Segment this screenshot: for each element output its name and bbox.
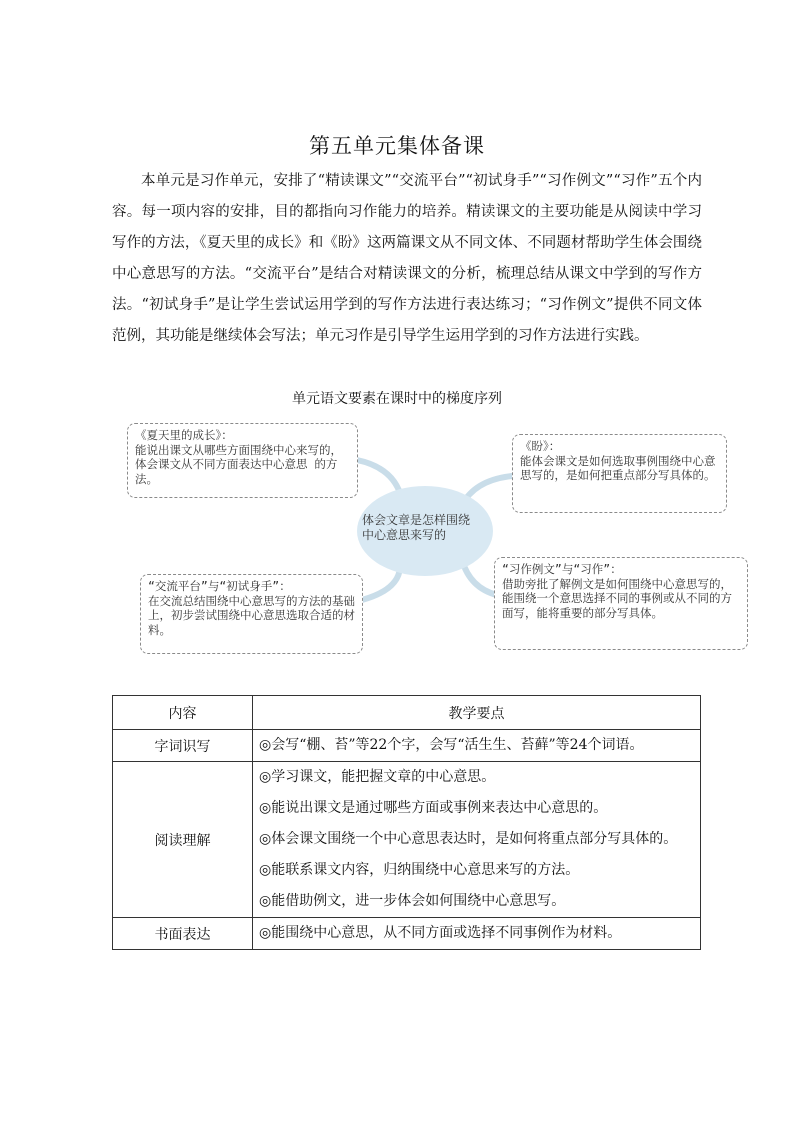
row-category: 书面表达 (113, 918, 253, 950)
node-text: 在交流总结围绕中心意思写的方法的基础上，初步尝试围绕中心意思选取合适的材料。 (148, 593, 355, 637)
page-title: 第五单元集体备课 (309, 134, 485, 158)
point-item: ◎能说出课文是通过哪些方面或事例来表达中心意思的。 (259, 800, 608, 816)
node-jiaoliu (140, 574, 363, 654)
node-title: “交流平台”与“初试身手”： (148, 579, 291, 593)
point-item: ◎会写“棚、苔”等22个字，会写“活生生、苔藓”等24个词语。 (259, 737, 644, 753)
teaching-points-table (112, 695, 701, 950)
table-row (113, 730, 701, 762)
point-item: ◎能围绕中心意思，从不同方面或选择不同事例作为材料。 (259, 925, 622, 941)
row-points (253, 730, 701, 762)
node-text: 能说出课文从哪些方面围绕中心来写的，体会课文从不同方面表达中心意思 的方法。 (135, 442, 342, 486)
header-points: 教学要点 (253, 696, 701, 730)
intro-paragraph: 本单元是习作单元，安排了“精读课文”“交流平台”“初试身手”“习作例文”“习作”五个内容。每一项内容的安排，目的都指向习作能力的培养。精读课文的主要功能是从阅读中学习写作的方法，《夏天里的成长》和《盼》这两篇课文从不同文体、不同题材帮助学生体会围绕中心意思写的方法。“交流平台”是结合对精读课文的分析，梳理总结从课文中学到的写作方法。“初试身手”是让学生尝试运用学到的写作方法进行表达练习；“习作例文”提供不同文体范例，其功能是继续体会写法；单元习作是引导学生运用学到的习作方法进行实践。 (112, 173, 702, 344)
mind-map-title: 单元语文要素在课时中的梯度序列 (292, 391, 502, 407)
row-points (253, 918, 701, 950)
point-item: ◎体会课文围绕一个中心意思表达时，是如何将重点部分写具体的。 (259, 831, 678, 847)
table-header-row (113, 696, 701, 730)
node-title: 《盼》： (520, 439, 561, 453)
header-content: 内容 (113, 696, 253, 730)
node-xizuo (494, 557, 748, 650)
mind-map-center: 体会文章是怎样围绕中心意思来写的 (362, 513, 471, 542)
node-xiatian (127, 423, 358, 498)
row-category: 字词识写 (113, 730, 253, 762)
node-title: 《夏天里的成长》： (135, 428, 233, 442)
row-category: 阅读理解 (113, 762, 253, 918)
table-row (113, 918, 701, 950)
node-text: 能体会课文是如何选取事例围绕中心意思写的，是如何把重点部分写具体的。 (520, 453, 716, 482)
table-row (113, 762, 701, 918)
point-item: ◎能借助例文，进一步体会如何围绕中心意思写。 (259, 893, 566, 909)
point-item: ◎能联系课文内容，归纳围绕中心意思来写的方法。 (259, 862, 580, 878)
node-pan (512, 434, 727, 513)
node-text: 借助旁批了解例文是如何围绕中心意思写的，能围绕一个意思选择不同的事例或从不同的方面写，能将重要的部分写具体。 (502, 576, 732, 620)
node-title: “习作例文”与“习作”： (502, 562, 622, 576)
row-points (253, 762, 701, 918)
point-item: ◎学习课文，能把握文章的中心意思。 (259, 769, 496, 785)
